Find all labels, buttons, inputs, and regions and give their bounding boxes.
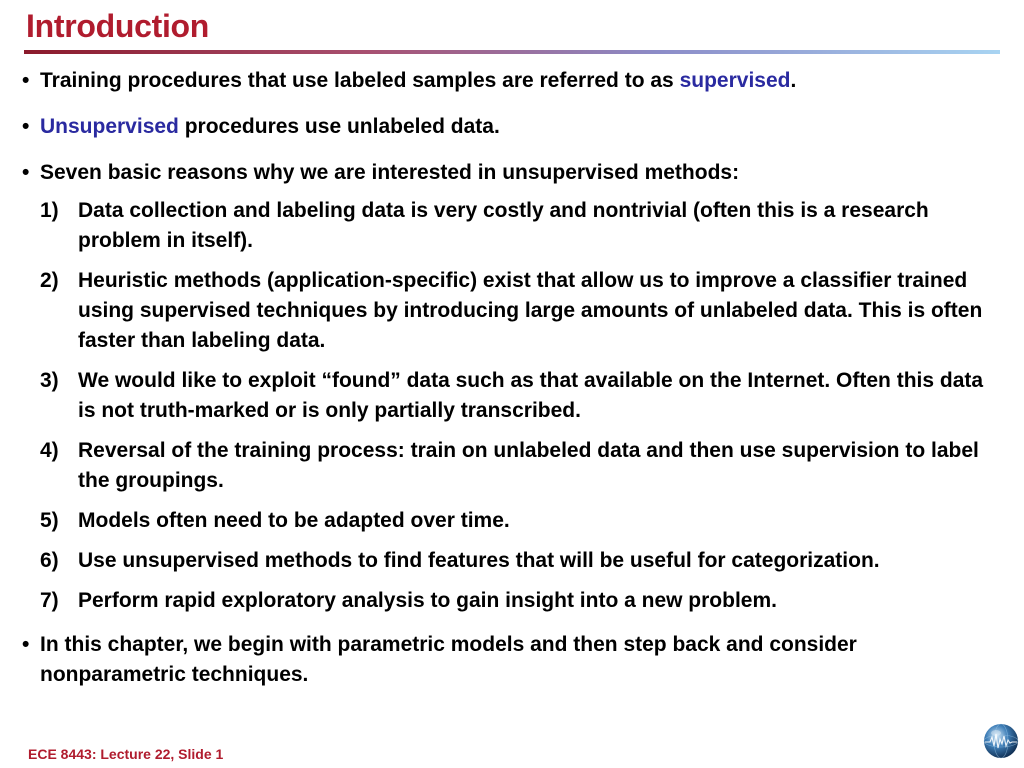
reason-text: Heuristic methods (application-specific) exist that allow us to improve a classifier trained using supervised techniques by introducing large amounts of unlabeled data. This is often faster than labeling data. — [78, 269, 983, 352]
slide-title: Introduction — [26, 8, 210, 44]
reason-text: Models often need to be adapted over time. — [78, 509, 510, 532]
reason-item — [40, 196, 1002, 256]
bullet-text-part: Training procedures that use labeled samples are referred to as — [40, 69, 680, 92]
reason-item — [40, 266, 1002, 356]
reason-text: We would like to exploit “found” data such as that available on the Internet. Often this data is not truth-marked or is only partially transcribed. — [78, 369, 984, 422]
reason-number: 5) — [40, 509, 59, 532]
reason-item — [40, 586, 1002, 616]
reason-text: Reversal of the training process: train on unlabeled data and then use supervision to label the groupings. — [78, 439, 979, 492]
bullet-dot-icon: • — [22, 161, 30, 184]
slide-footer: ECE 8443: Lecture 22, Slide 1 — [28, 746, 224, 762]
reason-text: Data collection and labeling data is very costly and nontrivial (often this is a research problem in itself). — [78, 199, 929, 252]
reason-text: Use unsupervised methods to find features that will be useful for categorization. — [78, 549, 880, 572]
reason-item — [40, 436, 1002, 496]
reason-number: 4) — [40, 439, 59, 462]
keyword-supervised: supervised — [679, 69, 791, 92]
reason-item — [40, 546, 1002, 576]
bullet-item — [22, 630, 1002, 690]
closing-text: In this chapter, we begin with parametric models and then step back and consider nonparametric techniques. — [40, 633, 857, 686]
reason-number: 1) — [40, 199, 59, 222]
bullet-text-part: procedures use unlabeled data. — [178, 115, 500, 138]
keyword-unsupervised: Unsupervised — [40, 115, 179, 138]
reason-number: 2) — [40, 269, 59, 292]
bullet-dot-icon: • — [22, 69, 30, 92]
bullet-text: Seven basic reasons why we are interested in unsupervised methods: — [40, 161, 740, 184]
bullet-text — [40, 112, 1002, 142]
bullet-item — [22, 158, 1002, 188]
reasons-list — [40, 196, 1002, 616]
title-divider — [24, 50, 1000, 54]
reason-item — [40, 506, 1002, 536]
bullet-dot-icon: • — [22, 115, 30, 138]
slide-body — [22, 66, 1002, 706]
bullet-dot-icon: • — [22, 633, 30, 656]
reason-text: Perform rapid exploratory analysis to gain insight into a new problem. — [78, 589, 777, 612]
bullet-text — [40, 66, 1002, 96]
reason-item — [40, 366, 1002, 426]
globe-waveform-logo-icon — [982, 722, 1020, 760]
bullet-item — [22, 66, 1002, 96]
bullet-item — [22, 112, 1002, 142]
bullet-text-part: . — [790, 69, 797, 92]
reason-number: 7) — [40, 589, 59, 612]
reason-number: 6) — [40, 549, 59, 572]
reason-number: 3) — [40, 369, 59, 392]
